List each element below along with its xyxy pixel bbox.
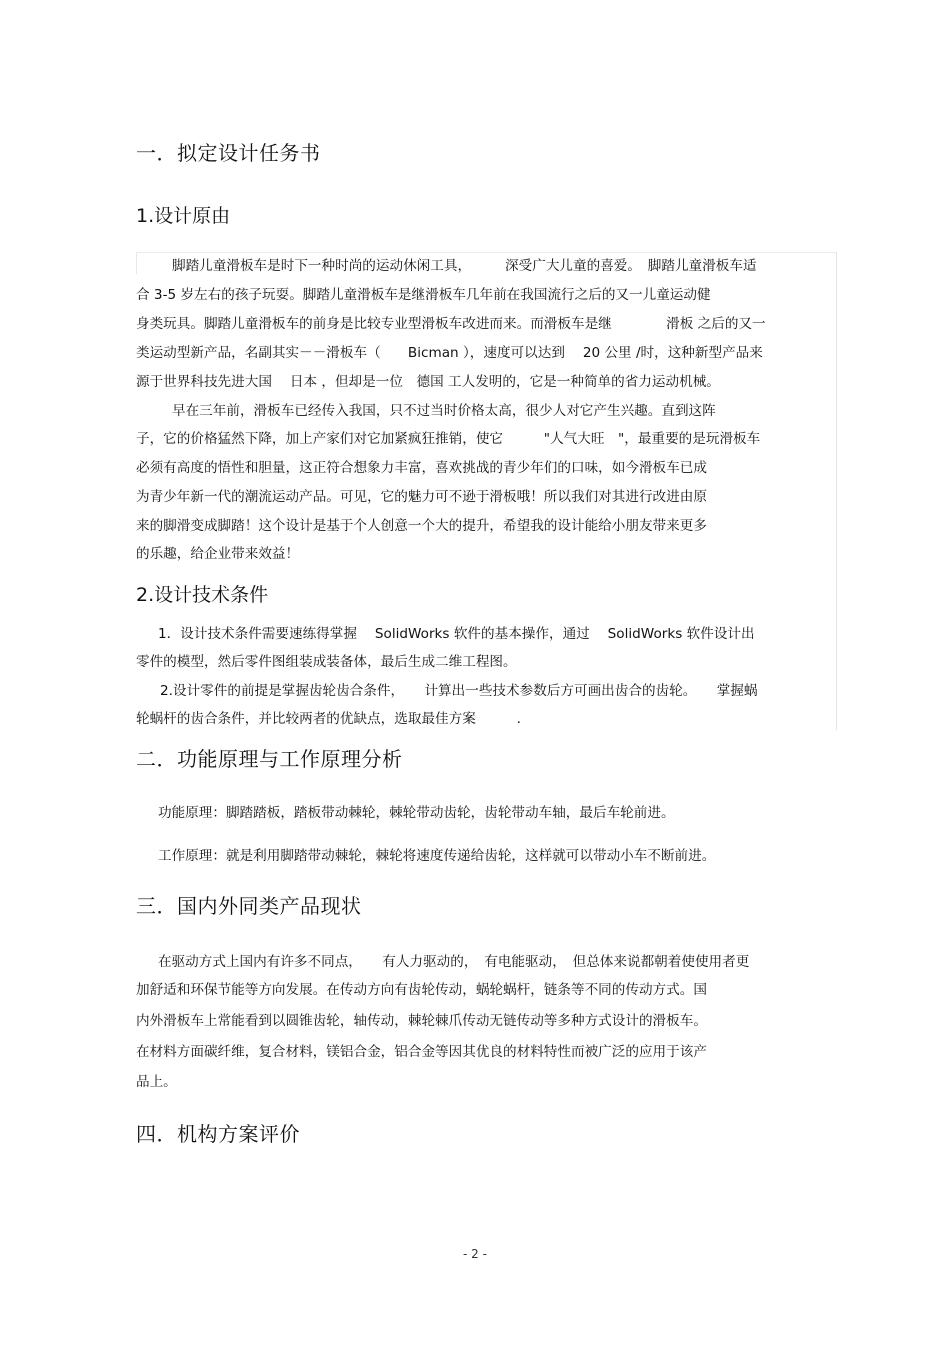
paragraph-line: 2.设计零件的前提是掌握齿轮齿合条件， 计算出一些技术参数后方可画出齿合的齿轮。 掌握蜗 [160,683,758,699]
frame-right-rule [836,252,837,730]
paragraph-line: 脚踏儿童滑板车是时下一种时尚的运动休闲工具， 深受广大儿童的喜爱。 脚踏儿童滑板车适 [172,258,757,274]
paragraph-line: 源于世界科技先进大国 日本 ，但却是一位 德国 工人发明的，它是一种简单的省力运动机械。 [136,374,720,390]
frame-top-rule [136,252,836,253]
paragraph-line: 在材料方面碳纤维，复合材料，镁铝合金，铝合金等因其优良的材料特性而被广泛的应用于该产 [136,1044,707,1060]
heading-design-reason: 1.设计原由 [136,205,231,227]
frame-left-rule [136,252,137,274]
paragraph-line: 品上。 [136,1074,177,1090]
paragraph-line: 早在三年前，滑板车已经传入我国，只不过当时价格太高，很少人对它产生兴趣。直到这阵 [172,403,716,419]
paragraph-line: 在驱动方式上国内有许多不同点， 有人力驱动的， 有电能驱动， 但总体来说都朝着使使用者更 [158,954,750,970]
paragraph-line: 类运动型新产品，名副其实－－滑板车（ Bicman ），速度可以达到 20 公里 /时，这种新型产品来 [136,345,763,361]
paragraph-line: 的乐趣，给企业带来效益！ [136,546,300,562]
heading-section-two: 二．功能原理与工作原理分析 [136,747,403,771]
paragraph-line: 加舒适和环保节能等方向发展。在传动方向有齿轮传动，蜗轮蜗杆，链条等不同的传动方式。国 [136,982,707,998]
work-principle: 工作原理：就是利用脚踏带动棘轮，棘轮将速度传递给齿轮，这样就可以带动小车不断前进。 [158,848,716,864]
paragraph-line: 零件的模型，然后零件图组装成装备体，最后生成二维工程图。 [136,654,517,670]
paragraph-line: 必须有高度的悟性和胆量，这正符合想象力丰富，喜欢挑战的青少年们的口味，如今滑板车已成 [136,460,707,476]
page-number: - 2 - [463,1247,487,1261]
paragraph-line: 合 3-5 岁左右的孩子玩耍。脚踏儿童滑板车是继滑板车几年前在我国流行之后的又一儿童运动健 [136,287,711,303]
heading-section-three: 三．国内外同类产品现状 [136,894,362,918]
paragraph-line: 1．设计技术条件需要速练得掌握 SolidWorks 软件的基本操作，通过 SolidWorks 软件设计出 [158,626,755,642]
heading-section-one: 一．拟定设计任务书 [136,141,321,165]
paragraph-line: 内外滑板车上常能看到以圆锥齿轮，轴传动，棘轮棘爪传动无链传动等多种方式设计的滑板车。 [136,1013,707,1029]
paragraph-line: 子，它的价格猛然下降，加上产家们对它加紧疯狂推销，使它 "人气大旺 "，最重要的是玩滑板车 [136,431,761,447]
paragraph-line: 轮蜗杆的齿合条件，并比较两者的优缺点，选取最佳方案 . [136,711,521,727]
paragraph-line: 为青少年新一代的潮流运动产品。可见，它的魅力可不逊于滑板哦！所以我们对其进行改进由原 [136,489,707,505]
heading-tech-conditions: 2.设计技术条件 [136,584,269,606]
paragraph-line: 身类玩具。脚踏儿童滑板车的前身是比较专业型滑板车改进而来。而滑板车是继 滑板 之后的又一 [136,316,766,332]
function-principle: 功能原理：脚踏踏板，踏板带动棘轮，棘轮带动齿轮，齿轮带动车轴，最后车轮前进。 [158,805,675,821]
heading-section-four: 四．机构方案评价 [136,1122,300,1146]
paragraph-line: 来的脚滑变成脚踏！这个设计是基于个人创意一个大的提升，希望我的设计能给小朋友带来更多 [136,518,707,534]
